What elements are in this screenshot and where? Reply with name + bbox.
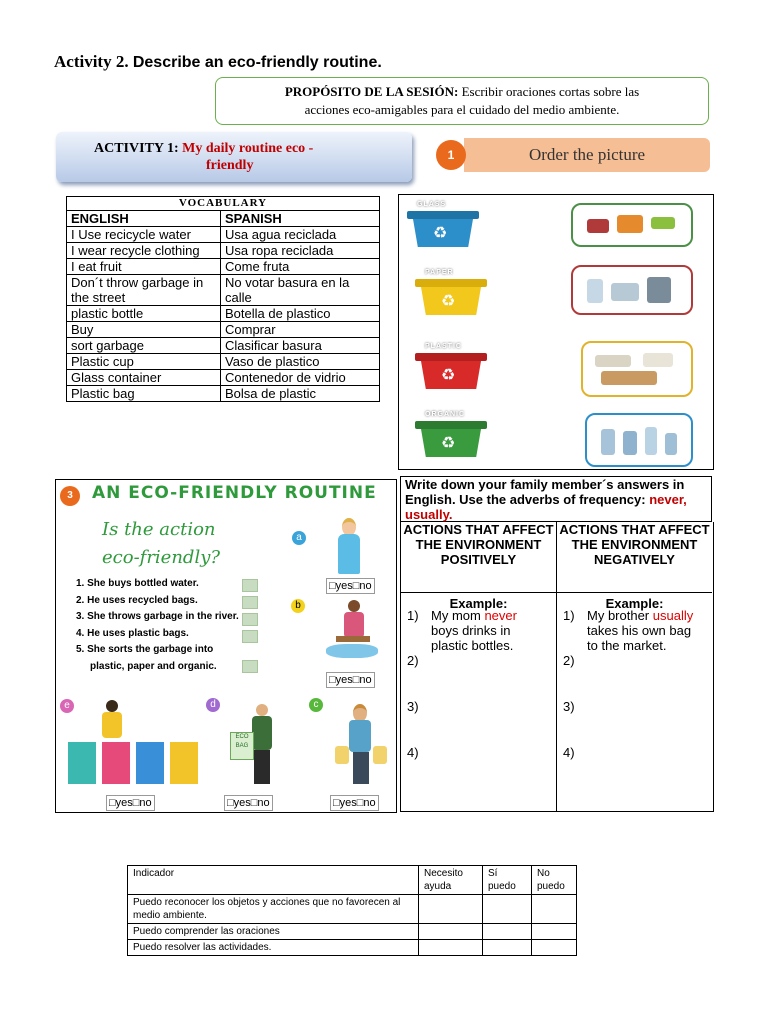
yes-no-a[interactable]: □yes□no	[326, 578, 375, 594]
vocab-spanish: Botella de plastico	[221, 306, 380, 322]
plastic-bin-label: PLASTIC	[425, 343, 462, 350]
badge-a: a	[292, 531, 306, 545]
can-do-header: Sí puedo	[483, 866, 532, 895]
vocab-spanish: Bolsa de plastic	[221, 386, 380, 402]
positive-answer-1[interactable]: 1) My mom never boys drinks in plastic bottles.	[407, 608, 517, 653]
vocab-spanish: Vaso de plastico	[221, 354, 380, 370]
vocab-english: plastic bottle	[67, 306, 221, 322]
vocab-english: Buy	[67, 322, 221, 338]
positive-example-label: Example:	[449, 596, 508, 611]
vocab-spanish: Come fruta	[221, 259, 380, 275]
table-row	[67, 338, 380, 354]
glass-bin-icon[interactable]: GLASS ♻	[407, 203, 479, 247]
woman-throwing-garbage-icon	[322, 598, 390, 668]
negative-answer-1[interactable]: 1) My brother usually takes his own bag to the market.	[563, 608, 694, 653]
eco-statements-list	[76, 576, 239, 675]
badge-b: b	[291, 599, 305, 613]
purpose-box	[215, 77, 709, 125]
yes-no-d[interactable]: □yes□no	[224, 795, 273, 811]
negative-column	[557, 522, 712, 811]
negative-answer-4[interactable]: 4)	[563, 745, 575, 760]
vocab-spanish: Contenedor de vidrio	[221, 370, 380, 386]
man-eco-bag-icon	[226, 702, 296, 788]
vocab-english: Don´t throw garbage in the street	[67, 275, 221, 306]
negative-answer-2[interactable]: 2)	[563, 653, 575, 668]
needs-help-cell[interactable]	[419, 924, 483, 940]
purpose-line1: Escribir oraciones cortas sobre las	[461, 84, 640, 99]
organic-bin-label: ORGANIC	[425, 411, 466, 418]
plastic-items-picture[interactable]	[571, 265, 693, 315]
table-row	[67, 354, 380, 370]
list-item: 2. He uses recycled bags.	[76, 594, 198, 606]
positive-column-header: ACTIONS THAT AFFECT THE ENVIRONMENT POSITIVELY	[401, 522, 556, 593]
indicator-header: Indicador	[128, 866, 419, 895]
title-text: Describe an eco-friendly routine.	[132, 54, 382, 71]
table-row	[67, 243, 380, 259]
eco-question-line1: Is the action	[102, 519, 216, 540]
vocab-english: Plastic bag	[67, 386, 221, 402]
page-title	[54, 52, 382, 72]
answer-box-3[interactable]	[242, 613, 258, 626]
family-instruction-text: Write down your family member´s answers in English. Use the adverbs of frequency:	[405, 477, 685, 507]
negative-example-label: Example:	[605, 596, 664, 611]
paper-bin-icon[interactable]: PAPER ♻	[415, 271, 487, 315]
badge-d: d	[206, 698, 220, 712]
table-row	[67, 306, 380, 322]
woman-sorting-garbage-icon	[68, 698, 203, 788]
indicator-table	[127, 865, 577, 956]
purpose-label: PROPÓSITO DE LA SESIÓN:	[284, 84, 459, 99]
list-item: 5. She sorts the garbage into	[76, 644, 214, 655]
indicator-text: Puedo resolver las actividades.	[128, 940, 419, 956]
cannot-do-header: No puedo	[532, 866, 577, 895]
negative-answer-3[interactable]: 3)	[563, 699, 575, 714]
family-adverbs: never, usually.	[405, 492, 687, 522]
vocab-spanish: No votar basura en la calle	[221, 275, 380, 306]
list-item: 1. She buys bottled water.	[76, 578, 199, 589]
answer-box-5[interactable]	[242, 660, 258, 673]
negative-column-header: ACTIONS THAT AFFECT THE ENVIRONMENT NEGATIVELY	[557, 522, 712, 593]
yes-no-c[interactable]: □yes□no	[330, 795, 379, 811]
activity1-title-line2: friendly	[206, 158, 254, 173]
paper-items-picture[interactable]	[581, 341, 693, 397]
answer-box-1[interactable]	[242, 579, 258, 592]
indicator-text: Puedo reconocer los objetos y acciones que no favorecen al medio ambiente.	[128, 895, 419, 924]
list-item: 4. He uses plastic bags.	[76, 627, 189, 639]
woman-drinking-icon	[334, 518, 364, 578]
answer-box-2[interactable]	[242, 596, 258, 609]
eco-question	[102, 516, 220, 572]
title-prefix: Activity 2.	[54, 52, 129, 71]
eco-number-badge: 3	[60, 486, 80, 506]
table-row	[67, 227, 380, 243]
eco-bag-label: ECO BAG	[230, 732, 254, 760]
list-item: plastic, paper and organic.	[90, 660, 217, 672]
vocab-spanish: Comprar	[221, 322, 380, 338]
table-row	[67, 370, 380, 386]
vocab-header-english: ENGLISH	[67, 211, 221, 227]
activity1-banner	[56, 132, 412, 182]
vocab-header-spanish: SPANISH	[221, 211, 380, 227]
man-plastic-bags-icon	[331, 702, 391, 788]
vocab-english: Plastic cup	[67, 354, 221, 370]
answer-box-4[interactable]	[242, 630, 258, 643]
cannot-do-cell[interactable]	[532, 895, 577, 924]
table-row	[128, 924, 577, 940]
order-number-badge: 1	[436, 140, 466, 170]
can-do-cell[interactable]	[483, 924, 532, 940]
positive-column	[401, 522, 557, 811]
vocabulary-title: VOCABULARY	[67, 197, 380, 211]
needs-help-cell[interactable]	[419, 895, 483, 924]
needs-help-cell[interactable]	[419, 940, 483, 956]
order-picture-box	[398, 194, 714, 470]
vocab-english: I Use recicycle water	[67, 227, 221, 243]
indicator-text: Puedo comprender las oraciones	[128, 924, 419, 940]
yes-no-e[interactable]: □yes□no	[106, 795, 155, 811]
vocab-english: I eat fruit	[67, 259, 221, 275]
can-do-cell[interactable]	[483, 940, 532, 956]
glass-items-picture[interactable]	[585, 413, 693, 467]
positive-answer-2[interactable]: 2)	[407, 653, 419, 668]
vocab-english: I wear recycle clothing	[67, 243, 221, 259]
can-do-cell[interactable]	[483, 895, 532, 924]
table-row	[67, 386, 380, 402]
cannot-do-cell[interactable]	[532, 940, 577, 956]
family-answers-table	[400, 522, 714, 812]
family-instructions	[400, 476, 712, 522]
activity1-label: ACTIVITY 1:	[94, 141, 179, 156]
positive-answer-4[interactable]: 4)	[407, 745, 419, 760]
table-row	[67, 275, 380, 306]
table-row	[128, 940, 577, 956]
vocab-english: sort garbage	[67, 338, 221, 354]
order-picture-label: Order the picture	[464, 138, 710, 172]
eco-title: AN ECO-FRIENDLY ROUTINE	[92, 483, 377, 503]
organic-bin-icon[interactable]: ORGANIC ♻	[415, 413, 487, 457]
vocab-spanish: Usa ropa reciclada	[221, 243, 380, 259]
list-item: 3. She throws garbage in the river.	[76, 611, 239, 622]
eco-question-line2: eco-friendly?	[102, 547, 221, 568]
table-row	[128, 895, 577, 924]
plastic-bin-icon[interactable]: PLASTIC ♻	[415, 345, 487, 389]
paper-bin-label: PAPER	[425, 269, 454, 276]
glass-bin-label: GLASS	[417, 201, 447, 208]
organic-items-picture[interactable]	[571, 203, 693, 247]
vocab-english: Glass container	[67, 370, 221, 386]
positive-answer-3[interactable]: 3)	[407, 699, 419, 714]
eco-routine-box	[55, 479, 397, 813]
needs-help-header: Necesito ayuda	[419, 866, 483, 895]
activity1-title-line1: My daily routine eco -	[182, 141, 314, 156]
vocabulary-table	[66, 196, 380, 402]
table-row	[67, 322, 380, 338]
badge-e: e	[60, 699, 74, 713]
vocab-spanish: Usa agua reciclada	[221, 227, 380, 243]
badge-c: c	[309, 698, 323, 712]
table-row	[67, 259, 380, 275]
yes-no-b[interactable]: □yes□no	[326, 672, 375, 688]
cannot-do-cell[interactable]	[532, 924, 577, 940]
vocab-spanish: Clasificar basura	[221, 338, 380, 354]
purpose-line2: acciones eco-amigables para el cuidado del medio ambiente.	[304, 102, 620, 117]
